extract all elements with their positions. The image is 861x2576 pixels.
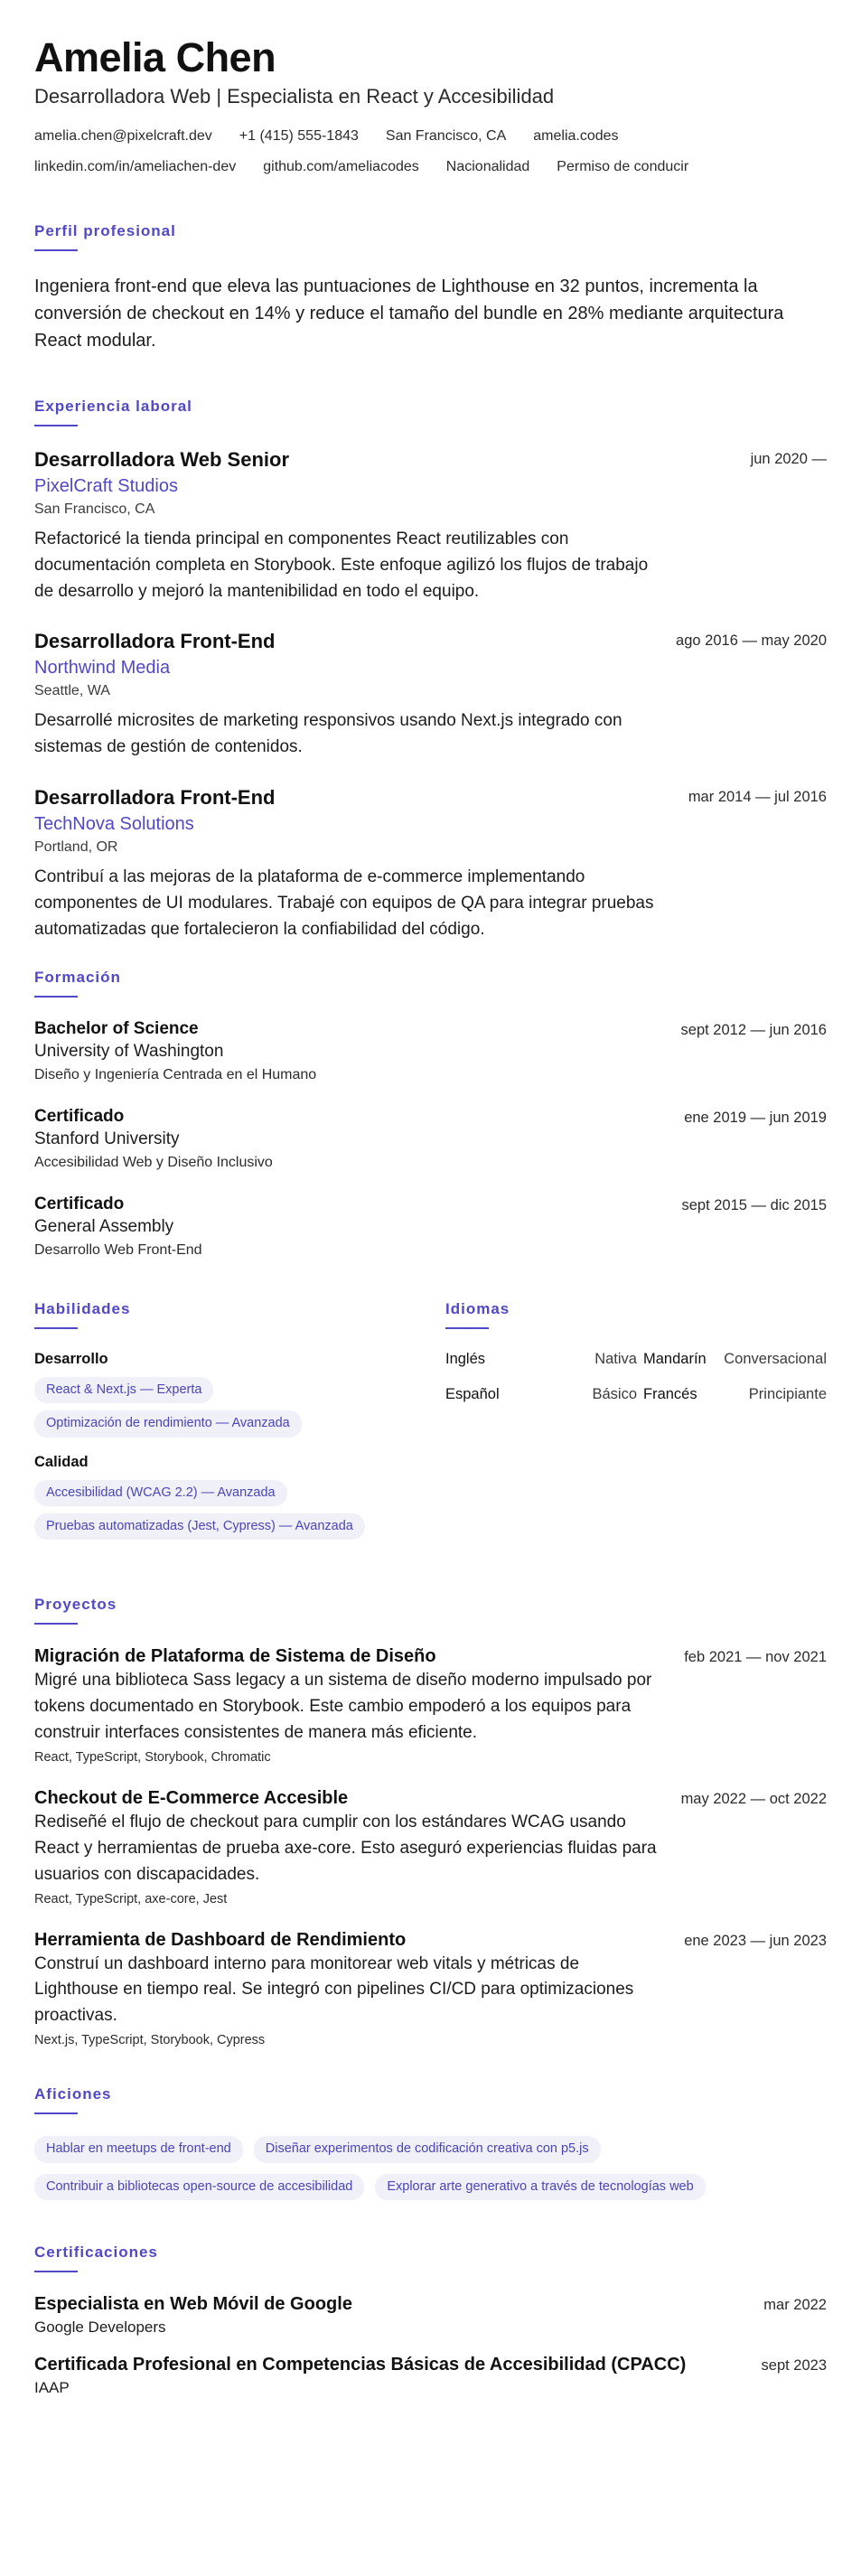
section-divider — [34, 996, 78, 998]
company-name: TechNova Solutions — [34, 814, 194, 835]
full-name: Amelia Chen — [34, 34, 276, 80]
contact-github[interactable]: github.com/ameliacodes — [263, 158, 419, 174]
education-date: ene 2019 — jun 2019 — [684, 1109, 827, 1126]
experience-section — [34, 398, 827, 943]
skill-chip: Pruebas automatizadas (Jest, Cypress) — Avanzada — [34, 1513, 365, 1540]
certification-item — [34, 2294, 827, 2337]
language-name: Inglés — [445, 1350, 486, 1367]
project-description: Construí un dashboard interno para monitorear web vitals y métricas de Lighthouse en tiempo real. Se integró con pipelines CI/CD para optimizaciones proactivas. — [34, 1953, 634, 2026]
certification-item — [34, 2355, 827, 2397]
certification-date: sept 2023 — [761, 2356, 827, 2374]
section-title: Idiomas — [445, 1299, 510, 1317]
language-level: Conversacional — [724, 1350, 827, 1367]
resume-header — [34, 34, 827, 175]
project-item — [34, 1788, 827, 1906]
certification-name: Certificada Profesional en Competencias Básicas de Accesibilidad (CPACC) — [34, 2354, 687, 2375]
job-location: Portland, OR — [34, 839, 118, 856]
hobby-chip: Contribuir a bibliotecas open-source de accesibilidad — [34, 2174, 364, 2200]
project-date: may 2022 — oct 2022 — [680, 1790, 827, 1807]
education-item — [34, 1194, 827, 1259]
hobby-chip: Hablar en meetups de front-end — [34, 2136, 243, 2162]
contact-nationality: Nacionalidad — [445, 158, 530, 174]
contact-driving-license: Permiso de conducir — [557, 158, 689, 174]
degree: Certificado — [34, 1194, 125, 1213]
hobby-chip: Diseñar experimentos de codificación creativa con p5.js — [254, 2136, 601, 2162]
project-description: Rediseñé el flujo de checkout para cumplir con los estándares WCAG usando React y herramientas de prueba axe-core. Esto aseguró experiencias fluidas para usuarios con discapacidades. — [34, 1812, 657, 1884]
project-tech-stack: React, TypeScript, axe-core, Jest — [34, 1891, 228, 1906]
skill-group — [34, 1454, 445, 1541]
language-item — [643, 1351, 827, 1368]
section-divider — [34, 425, 78, 426]
project-title: Herramienta de Dashboard de Rendimiento — [34, 1929, 407, 1950]
certification-date: mar 2022 — [763, 2296, 827, 2313]
language-level: Nativa — [594, 1350, 637, 1367]
certification-name: Especialista en Web Móvil de Google — [34, 2293, 352, 2314]
project-title: Checkout de E-Commerce Accesible — [34, 1787, 349, 1808]
language-row — [445, 1351, 827, 1368]
section-divider — [34, 2112, 78, 2114]
section-divider — [445, 1327, 489, 1329]
languages-section — [445, 1300, 827, 1557]
hobby-chip-list — [34, 2136, 827, 2200]
experience-item — [34, 630, 827, 761]
contact-list — [34, 128, 811, 175]
hobby-chip: Explorar arte generativo a través de tecnologías web — [375, 2174, 705, 2200]
skill-group-name: Calidad — [34, 1453, 89, 1470]
job-title: Desarrolladora Front-End — [34, 630, 276, 653]
language-name: Español — [445, 1385, 500, 1402]
field-of-study: Diseño y Ingeniería Centrada en el Humano — [34, 1066, 317, 1082]
section-title: Certificaciones — [34, 2243, 158, 2261]
job-location: Seattle, WA — [34, 683, 110, 699]
section-divider — [34, 249, 78, 251]
skill-chip: React & Next.js — Experta — [34, 1377, 213, 1403]
section-title: Formación — [34, 968, 121, 986]
certification-issuer: IAAP — [34, 2378, 70, 2396]
skill-chip: Optimización de rendimiento — Avanzada — [34, 1410, 302, 1437]
summary-text: Ingeniera front-end que eleva las puntuaciones de Lighthouse en 32 puntos, incrementa la conversión de checkout en 14% y reduce el tamaño del bundle en 28% mediante arquitectura React modular. — [34, 276, 784, 351]
section-divider — [34, 1623, 78, 1625]
job-location: San Francisco, CA — [34, 501, 155, 517]
skill-group-name: Desarrollo — [34, 1350, 108, 1367]
school-name: Stanford University — [34, 1129, 180, 1148]
education-item — [34, 1107, 827, 1171]
language-item — [445, 1351, 637, 1368]
section-title: Habilidades — [34, 1299, 131, 1317]
contact-email[interactable]: amelia.chen@pixelcraft.dev — [34, 127, 212, 144]
experience-item — [34, 786, 827, 943]
language-row — [445, 1386, 827, 1403]
project-item — [34, 1646, 827, 1765]
certification-issuer: Google Developers — [34, 2318, 166, 2336]
language-item — [445, 1386, 637, 1403]
contact-linkedin[interactable]: linkedin.com/in/ameliachen-dev — [34, 158, 237, 174]
job-description: Desarrollé microsites de marketing responsivos usando Next.js integrado con sistemas de gestión de contenidos. — [34, 711, 622, 757]
education-date: sept 2015 — dic 2015 — [681, 1196, 827, 1213]
job-description: Contribuí a las mejoras de la plataforma de e-commerce implementando componentes de UI modulares. Trabajé con equipos de QA para integrar pruebas automatizadas que fortalecieron la confiabilidad del código. — [34, 867, 654, 939]
degree: Certificado — [34, 1106, 125, 1126]
language-level: Básico — [592, 1385, 637, 1402]
school-name: General Assembly — [34, 1216, 174, 1236]
language-level: Principiante — [748, 1385, 827, 1402]
skill-chip: Accesibilidad (WCAG 2.2) — Avanzada — [34, 1480, 287, 1506]
project-title: Migración de Plataforma de Sistema de Diseño — [34, 1646, 436, 1667]
job-date: mar 2014 — jul 2016 — [688, 789, 827, 806]
contact-phone[interactable]: +1 (415) 555-1843 — [239, 127, 359, 144]
section-title: Experiencia laboral — [34, 397, 192, 415]
education-item — [34, 1019, 827, 1083]
school-name: University of Washington — [34, 1041, 224, 1061]
field-of-study: Accesibilidad Web y Diseño Inclusivo — [34, 1154, 273, 1170]
section-title: Aficiones — [34, 2085, 112, 2103]
contact-location: San Francisco, CA — [385, 127, 507, 144]
project-tech-stack: React, TypeScript, Storybook, Chromatic — [34, 1749, 271, 1765]
job-description: Refactoricé la tienda principal en componentes React reutilizables con documentación completa en Storybook. Este enfoque agilizó los flujos de trabajo de desarrollo y mejoró la mantenibilidad en todo el equipo. — [34, 529, 649, 601]
section-divider — [34, 1327, 78, 1329]
language-name: Francés — [643, 1385, 697, 1402]
field-of-study: Desarrollo Web Front-End — [34, 1241, 202, 1258]
certifications-section — [34, 2243, 827, 2397]
headline: Desarrolladora Web | Especialista en React y Accesibilidad — [34, 84, 555, 108]
section-divider — [34, 2271, 78, 2272]
job-date: ago 2016 — may 2020 — [676, 632, 827, 650]
company-name: PixelCraft Studios — [34, 475, 178, 496]
degree: Bachelor of Science — [34, 1018, 199, 1038]
job-title: Desarrolladora Front-End — [34, 786, 276, 810]
project-description: Migré una biblioteca Sass legacy a un sistema de diseño moderno impulsado por tokens documentado en Storybook. Este cambio empoderó a los equipos para construir interfaces consistentes de manera más eficiente. — [34, 1671, 652, 1743]
project-tech-stack: Next.js, TypeScript, Storybook, Cypress — [34, 2033, 266, 2048]
project-date: ene 2023 — jun 2023 — [684, 1932, 827, 1949]
section-title: Proyectos — [34, 1596, 117, 1614]
job-date: jun 2020 — — [750, 450, 827, 467]
section-title: Perfil profesional — [34, 221, 176, 239]
skills-section — [34, 1300, 445, 1557]
language-item — [643, 1386, 827, 1403]
company-name: Northwind Media — [34, 658, 171, 679]
hobbies-section — [34, 2085, 827, 2200]
education-date: sept 2012 — jun 2016 — [680, 1021, 827, 1038]
job-title: Desarrolladora Web Senior — [34, 447, 290, 471]
project-date: feb 2021 — nov 2021 — [684, 1649, 827, 1666]
projects-section — [34, 1596, 827, 2047]
contact-website[interactable]: amelia.codes — [533, 127, 619, 144]
summary-section — [34, 222, 827, 354]
language-name: Mandarín — [643, 1350, 707, 1367]
project-item — [34, 1930, 827, 2048]
skills-languages-section — [34, 1300, 827, 1557]
skill-group — [34, 1351, 445, 1438]
experience-item — [34, 448, 827, 605]
education-section — [34, 969, 827, 1259]
